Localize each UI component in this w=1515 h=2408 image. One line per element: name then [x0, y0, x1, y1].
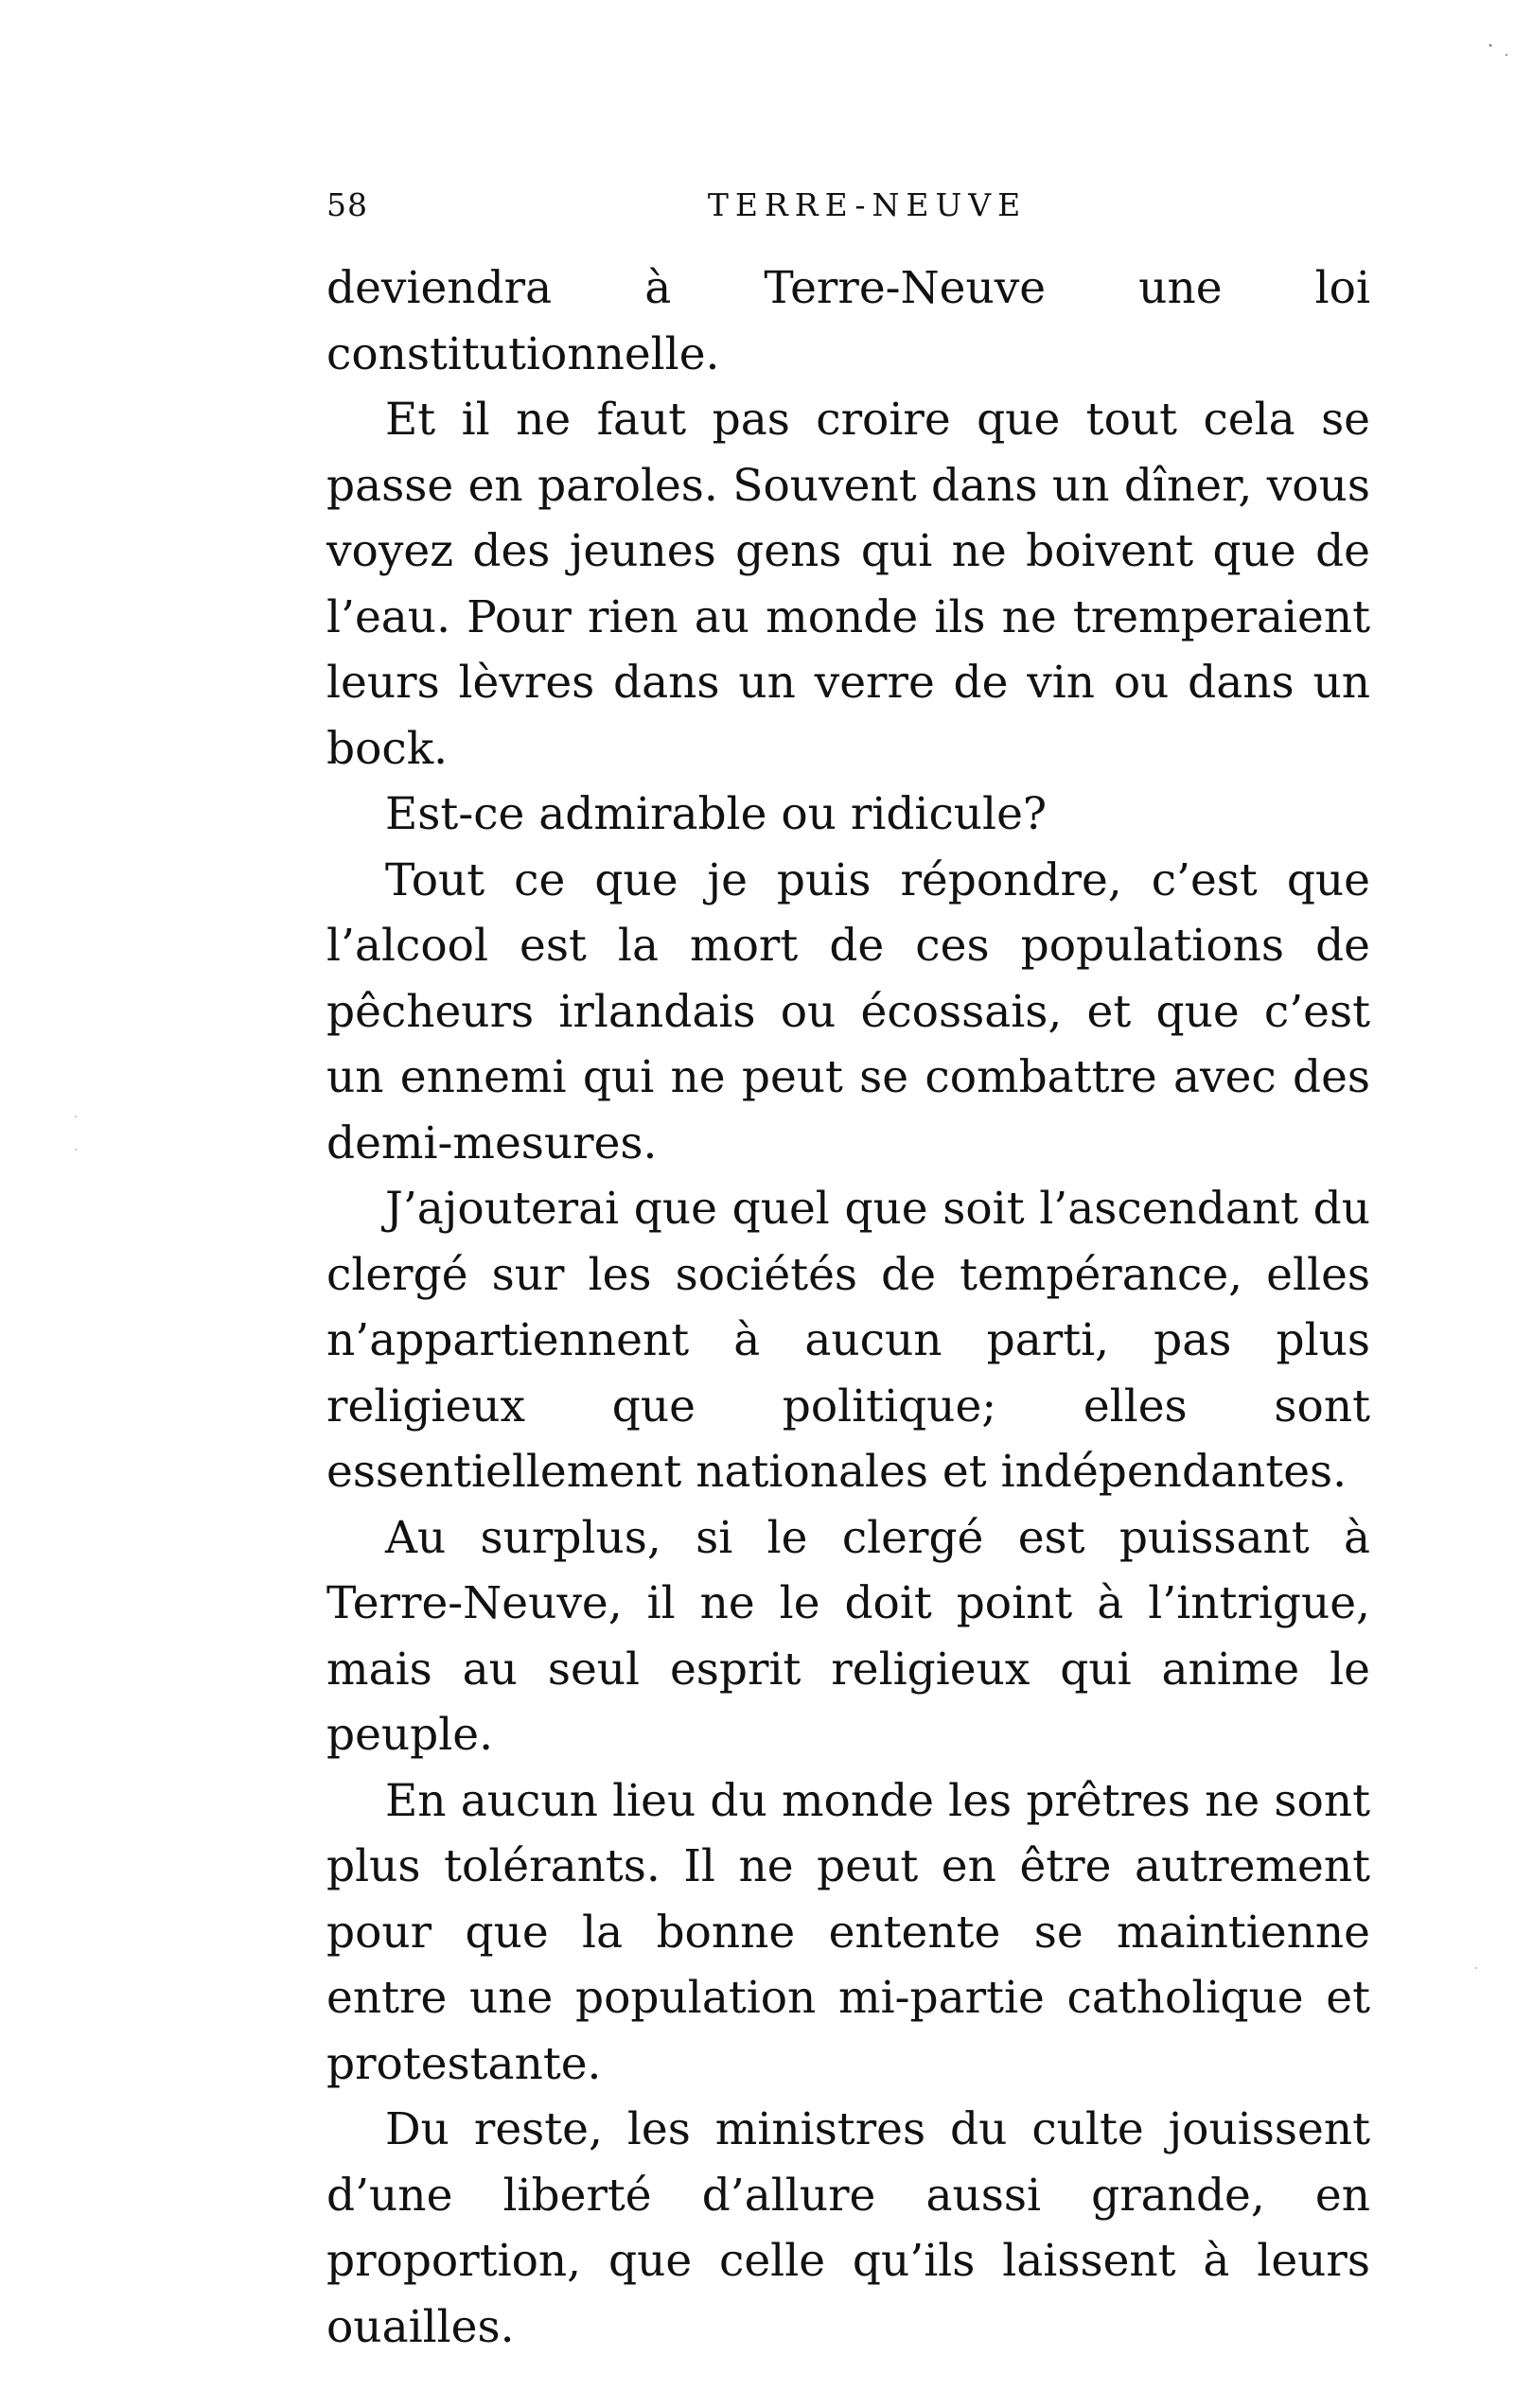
paragraph: J’ajouterai que quel que soit l’ascendant du clergé sur les sociétés de tempérance, elles n’appartiennent à aucun parti, pas plus religieux que politique; elles sont essentiellement nationales et indépendantes. [326, 1183, 1370, 1498]
running-title: TERRE-NEUVE [707, 186, 1028, 223]
body-text [326, 255, 1370, 2360]
paragraph-continuation: deviendra à Terre-Neuve une loi constitutionnelle. [326, 262, 1370, 380]
running-head [326, 186, 1370, 224]
paragraph: Tout ce que je puis répondre, c’est que l’alcool est la mort de ces populations de pêcheurs irlandais ou écossais, et que c’est un ennemi qui ne peut se combattre avec des demi-mesures. [326, 853, 1370, 1169]
paragraph: Et il ne faut pas croire que tout cela se passe en paroles. Souvent dans un dîner, vous voyez des jeunes gens qui ne boivent que de l’eau. Pour rien au monde ils ne tremperaient leurs lèvres dans un verre de vin ou dans un bock. [326, 394, 1370, 775]
page-number: 58 [326, 186, 368, 223]
paragraph: En aucun lieu du monde les prêtres ne sont plus tolérants. Il ne peut en être autrement pour que la bonne entente se maintienne entre une population mi-partie catholique et protestante. [326, 1774, 1370, 2090]
paragraph: Au surplus, si le clergé est puissant à Terre-Neuve, il ne le doit point à l’intrigue, mais au seul esprit religieux qui anime le peuple. [326, 1511, 1370, 1761]
paragraph: Est-ce admirable ou ridicule? [385, 788, 1048, 840]
paragraph: Du reste, les ministres du culte jouissent d’une liberté d’allure aussi grande, en proportion, que celle qu’ils laissent à leurs ouailles. [326, 2103, 1370, 2353]
